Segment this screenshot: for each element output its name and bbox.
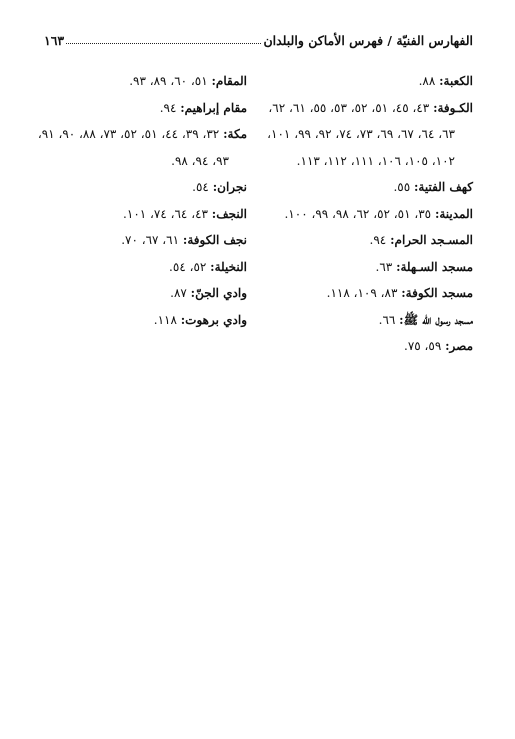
index-entry	[255, 68, 473, 95]
index-entry-continuation	[255, 148, 473, 175]
entry-refs: ٥٢، ٥٤.	[169, 259, 211, 274]
entry-term: المسـجد الحرام:	[390, 233, 473, 247]
entry-term: وادي برهوت:	[180, 312, 247, 327]
page-header	[44, 28, 473, 48]
entry-refs: ٣٢، ٣٩، ٤٤، ٥١، ٥٢، ٧٣، ٨٨، ٩٠، ٩١،	[37, 127, 224, 141]
index-entry	[27, 121, 247, 148]
entry-term: الكعبة:	[439, 74, 473, 88]
entry-term: المقام:	[211, 74, 247, 88]
entry-refs: ١٠٢، ١٠٥، ١٠٦، ١١١، ١١٢، ١١٣.	[296, 153, 455, 168]
entry-term: مقام إبراهيم:	[180, 100, 247, 115]
index-entry	[27, 280, 247, 307]
entry-refs: ٥٥.	[393, 180, 414, 194]
index-entry	[255, 95, 473, 122]
entry-refs: ٨٧.	[170, 286, 191, 300]
entry-refs: ٤٣، ٦٤، ٧٤، ١٠١.	[123, 206, 212, 221]
entry-refs: ٥٩، ٧٥.	[403, 339, 446, 353]
index-entry	[27, 307, 247, 334]
entry-term: مكة:	[223, 127, 247, 141]
entry-term: المدينة:	[434, 206, 473, 221]
entry-refs: ٦١، ٦٧، ٧٠.	[121, 233, 183, 247]
entry-term: مسجد الكوفة:	[401, 286, 473, 300]
entry-term: نجران:	[212, 180, 247, 194]
entry-term: الكـوفة:	[433, 100, 473, 115]
index-column-right	[255, 68, 473, 360]
running-title: الفهارس الفنيّة / فهرس الأماكن والبلدان	[263, 33, 473, 48]
index-entry-continuation	[27, 148, 247, 175]
index-entry	[27, 201, 247, 228]
entry-term: وادي الجنّ:	[190, 286, 247, 300]
entry-term: كهف الفتية:	[413, 180, 473, 194]
index-column-left	[27, 68, 247, 333]
index-entry	[27, 254, 247, 281]
index-entry	[27, 174, 247, 201]
entry-refs: ٣٥، ٥١، ٥٢، ٦٢، ٩٨، ٩٩، ١٠٠.	[284, 206, 435, 221]
entry-refs: ١١٨.	[153, 312, 181, 327]
entry-refs: ٤٣، ٤٥، ٥١، ٥٢، ٥٣، ٥٥، ٦١، ٦٢،	[268, 100, 434, 115]
entry-refs: ٨٣، ١٠٩، ١١٨.	[326, 286, 402, 300]
index-entry	[255, 280, 473, 307]
index-entry	[255, 254, 473, 281]
entry-refs: ٦٦.	[378, 312, 400, 327]
entry-refs: ٥٤.	[192, 180, 213, 194]
entry-refs: ٩٤.	[369, 233, 391, 247]
index-entry	[255, 201, 473, 228]
entry-refs: ٦٣، ٦٤، ٦٧، ٦٩، ٧٣، ٧٤، ٩٢، ٩٩، ١٠١،	[267, 127, 455, 141]
header-dotted-leader	[66, 43, 261, 44]
page-number: ١٦٣	[44, 33, 65, 48]
entry-term: مصر:	[445, 339, 473, 353]
entry-term: النجف:	[211, 206, 247, 221]
index-entry-continuation	[255, 121, 473, 148]
entry-term: نجف الكوفة:	[182, 233, 247, 247]
index-entry	[255, 333, 473, 360]
index-entry	[27, 227, 247, 254]
index-entry	[27, 68, 247, 95]
index-entry	[255, 227, 473, 254]
index-entry	[27, 95, 247, 122]
entry-refs: ٩٣، ٩٤، ٩٨.	[171, 153, 229, 168]
entry-refs: ٦٣.	[375, 259, 397, 274]
entry-term: مسجد السـهلة:	[396, 259, 473, 274]
entry-term: مسجد رسول الله ﷺ:	[399, 312, 473, 327]
index-entry	[255, 174, 473, 201]
entry-refs: ٩٤.	[159, 100, 181, 115]
entry-refs: ٨٨.	[418, 74, 440, 88]
entry-term: النخيلة:	[210, 259, 247, 274]
entry-refs: ٥١، ٦٠، ٨٩، ٩٣.	[129, 74, 212, 88]
index-entry	[255, 307, 473, 334]
